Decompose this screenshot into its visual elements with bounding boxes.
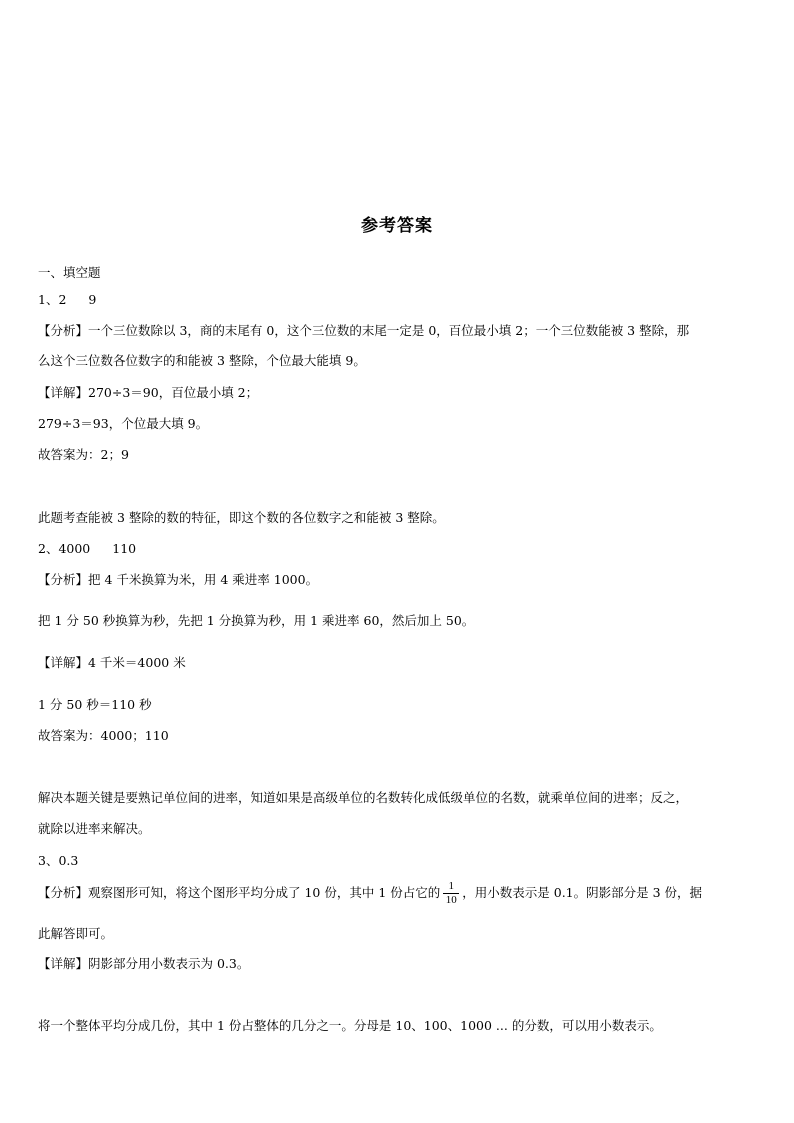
q3-analysis-line-2: 此解答即可。 <box>38 926 114 941</box>
q3-comment: 将一个整体平均分成几份，其中 1 份占整体的几分之一。分母是 10、100、1000 ... 的分数，可以用小数表示。 <box>38 1018 662 1033</box>
q1-detail-line-1: 【详解】270÷3＝90，百位最小填 2； <box>38 385 259 400</box>
section-heading: 一、填空题 <box>38 265 101 280</box>
q1-header <box>38 291 760 309</box>
q2-comment-line-2: 就除以进率来解决。 <box>38 821 151 836</box>
q3-analysis-line-1 <box>38 880 760 907</box>
page-title: 参考答案 <box>361 216 433 236</box>
q3-analysis-text-pre: 【分析】观察图形可知，将这个图形平均分成了 10 份，其中 1 份占它的 <box>38 885 441 900</box>
q1-comment: 此题考查能被 3 整除的数的特征，即这个数的各位数字之和能被 3 整除。 <box>38 510 445 525</box>
fraction-numerator: 1 <box>448 880 455 892</box>
q1-answer-1: 1、2 <box>38 292 67 307</box>
q2-detail-line-1: 【详解】4 千米＝4000 米 <box>38 655 186 670</box>
q3-detail: 【详解】阴影部分用小数表示为 0.3。 <box>38 956 250 971</box>
q2-analysis-line-2: 把 1 分 50 秒换算为秒，先把 1 分换算为秒，用 1 乘进率 60，然后加上 50。 <box>38 613 475 628</box>
q1-final-answer: 故答案为：2；9 <box>38 447 129 462</box>
fraction-one-tenth <box>443 880 459 907</box>
q1-analysis-line-2: 么这个三位数各位数字的和能被 3 整除，个位最大能填 9。 <box>38 353 366 368</box>
q3-analysis-text-post: ，用小数表示是 0.1。阴影部分是 3 份，据 <box>462 885 703 900</box>
q2-header <box>38 540 760 558</box>
q2-final-answer: 故答案为：4000；110 <box>38 728 169 743</box>
q2-answer-1: 2、4000 <box>38 541 91 556</box>
q2-detail-line-2: 1 分 50 秒＝110 秒 <box>38 697 152 712</box>
fraction-denominator: 10 <box>445 894 457 906</box>
q1-analysis-line-1: 【分析】一个三位数除以 3，商的末尾有 0，这个三位数的末尾一定是 0，百位最小填 2；一个三位数能被 3 整除，那 <box>38 323 690 338</box>
q2-comment-line-1: 解决本题关键是要熟记单位间的进率，知道如果是高级单位的名数转化成低级单位的名数，就乘单位间的进率；反之， <box>38 790 689 805</box>
q2-answer-2: 110 <box>112 541 137 556</box>
q2-analysis-line-1: 【分析】把 4 千米换算为米，用 4 乘进率 1000。 <box>38 572 319 587</box>
q3-header: 3、0.3 <box>38 853 79 868</box>
q1-answer-2: 9 <box>88 292 97 307</box>
q1-detail-line-2: 279÷3＝93，个位最大填 9。 <box>38 416 209 431</box>
